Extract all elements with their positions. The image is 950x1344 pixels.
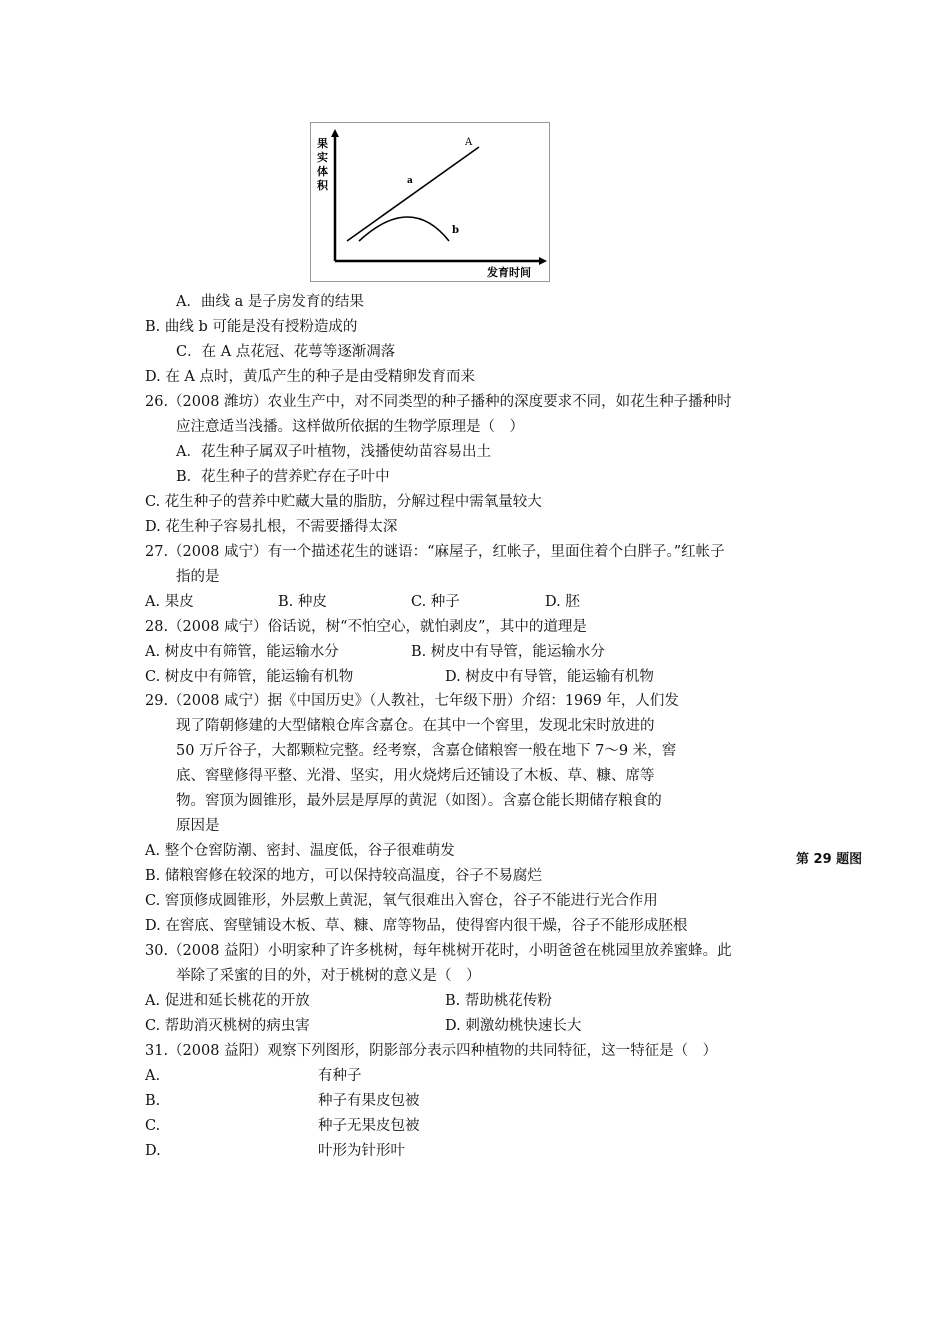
q26-option-d: D. 花生种子容易扎根，不需要播得太深	[145, 519, 398, 535]
q30-stem-line-2: 举除了采蜜的目的外，对于桃树的意义是（ ）	[176, 968, 481, 984]
q27-option-b: B. 种皮	[278, 594, 327, 610]
q27-option-c: C. 种子	[411, 594, 460, 610]
y-label-char-3: 体	[317, 165, 328, 178]
q29-stem-line-4: 底、窖壁修得平整、光滑、坚实，用火烧烤后还铺设了木板、草、糠、席等	[176, 768, 655, 784]
q30-option-d: D. 刺激幼桃快速长大	[445, 1018, 582, 1034]
q26-option-b: B．花生种子的营养贮存在子叶中	[176, 469, 390, 485]
q31-option-b-letter: B.	[145, 1093, 161, 1109]
x-axis-arrow	[539, 257, 547, 265]
growth-curve-figure	[310, 122, 550, 282]
q30-option-b: B. 帮助桃花传粉	[445, 993, 552, 1009]
q29-option-b: B. 储粮窖修在较深的地方，可以保持较高温度，谷子不易腐烂	[145, 868, 542, 884]
q30-option-c: C. 帮助消灭桃树的病虫害	[145, 1018, 310, 1034]
q29-stem-line-1: 29.（2008 咸宁）据《中国历史》（人教社，七年级下册）介绍：1969 年，人们发	[145, 693, 679, 709]
q29-stem-line-3: 50 万斤谷子，大都颗粒完整。经考察，含嘉仓储粮窖一般在地下 7～9 米，窖	[176, 743, 677, 759]
q31-option-a-letter: A.	[145, 1068, 161, 1084]
q31-option-c-text: 种子无果皮包被	[318, 1118, 420, 1134]
q25-option-d: D. 在 A 点时，黄瓜产生的种子是由受精卵发育而来	[145, 369, 476, 385]
q31-option-b-text: 种子有果皮包被	[318, 1093, 420, 1109]
q28-option-a: A. 树皮中有筛管，能运输水分	[145, 644, 339, 660]
growth-curve-svg	[311, 123, 551, 283]
q31-option-c-letter: C.	[145, 1118, 161, 1134]
q29-option-a: A. 整个仓窖防潮、密封、温度低，谷子很难萌发	[145, 843, 455, 859]
point-a-label: A	[465, 137, 473, 148]
curve-b-label: b	[452, 225, 459, 236]
q29-stem-line-6: 原因是	[176, 818, 220, 834]
y-label-char-4: 积	[317, 179, 328, 192]
q28-option-c: C. 树皮中有筛管，能运输有机物	[145, 669, 354, 685]
q28-stem: 28.（2008 咸宁）俗话说，树“不怕空心，就怕剥皮”，其中的道理是	[145, 619, 587, 635]
q30-stem-line-1: 30.（2008 益阳）小明家种了许多桃树，每年桃树开花时，小明爸爸在桃园里放养蜜蜂。此	[145, 943, 732, 959]
q31-stem: 31.（2008 益阳）观察下列图形，阴影部分表示四种植物的共同特征，这一特征是（ ）	[145, 1043, 718, 1059]
q31-option-d-letter: D.	[145, 1143, 161, 1159]
y-label-char-1: 果	[317, 137, 328, 150]
q28-option-b: B. 树皮中有导管，能运输水分	[411, 644, 605, 660]
q26-stem-line-2: 应注意适当浅播。这样做所依据的生物学原理是（ ）	[176, 419, 524, 435]
q27-stem-line-1: 27.（2008 咸宁）有一个描述花生的谜语：“麻屋子，红帐子，里面住着个白胖子。”红帐子	[145, 544, 725, 560]
q31-option-a-text: 有种子	[318, 1068, 362, 1084]
q29-stem-line-5: 物。窖顶为圆锥形，最外层是厚厚的黄泥（如图）。含嘉仓能长期储存粮食的	[176, 793, 662, 809]
q31-option-d-text: 叶形为针形叶	[318, 1143, 405, 1159]
q29-stem-line-2: 现了隋朝修建的大型储粮仓库含嘉仓。在其中一个窖里，发现北宋时放进的	[176, 718, 655, 734]
x-axis-label: 发育时间	[487, 266, 531, 279]
q27-option-d: D. 胚	[545, 594, 580, 610]
q29-option-d: D. 在窖底、窖壁铺设木板、草、糠、席等物品，使得窖内很干燥，谷子不能形成胚根	[145, 918, 688, 934]
q26-option-c: C. 花生种子的营养中贮藏大量的脂肪，分解过程中需氧量较大	[145, 494, 542, 510]
q25-option-c: C．在 A 点花冠、花萼等逐渐凋落	[176, 344, 396, 360]
q27-option-a: A. 果皮	[145, 594, 194, 610]
q29-option-c: C. 窖顶修成圆锥形，外层敷上黄泥，氧气很难出入窖仓，谷子不能进行光合作用	[145, 893, 658, 909]
q29-figure-caption: 第 29 题图	[796, 852, 863, 867]
curve-b	[359, 217, 449, 241]
q30-option-a: A. 促进和延长桃花的开放	[145, 993, 310, 1009]
q27-stem-line-2: 指的是	[176, 569, 220, 585]
q26-option-a: A．花生种子属双子叶植物，浅播使幼苗容易出土	[176, 444, 491, 460]
y-label-char-2: 实	[317, 151, 328, 164]
q25-option-a: A．曲线 a 是子房发育的结果	[176, 294, 364, 310]
curve-a-label: a	[407, 176, 413, 186]
curve-a	[347, 147, 479, 241]
y-axis-arrow	[331, 129, 339, 137]
q26-stem-line-1: 26.（2008 潍坊）农业生产中，对不同类型的种子播种的深度要求不同，如花生种子播种时	[145, 394, 732, 410]
q28-option-d: D. 树皮中有导管，能运输有机物	[445, 669, 654, 685]
q25-option-b: B. 曲线 b 可能是没有授粉造成的	[145, 319, 358, 335]
